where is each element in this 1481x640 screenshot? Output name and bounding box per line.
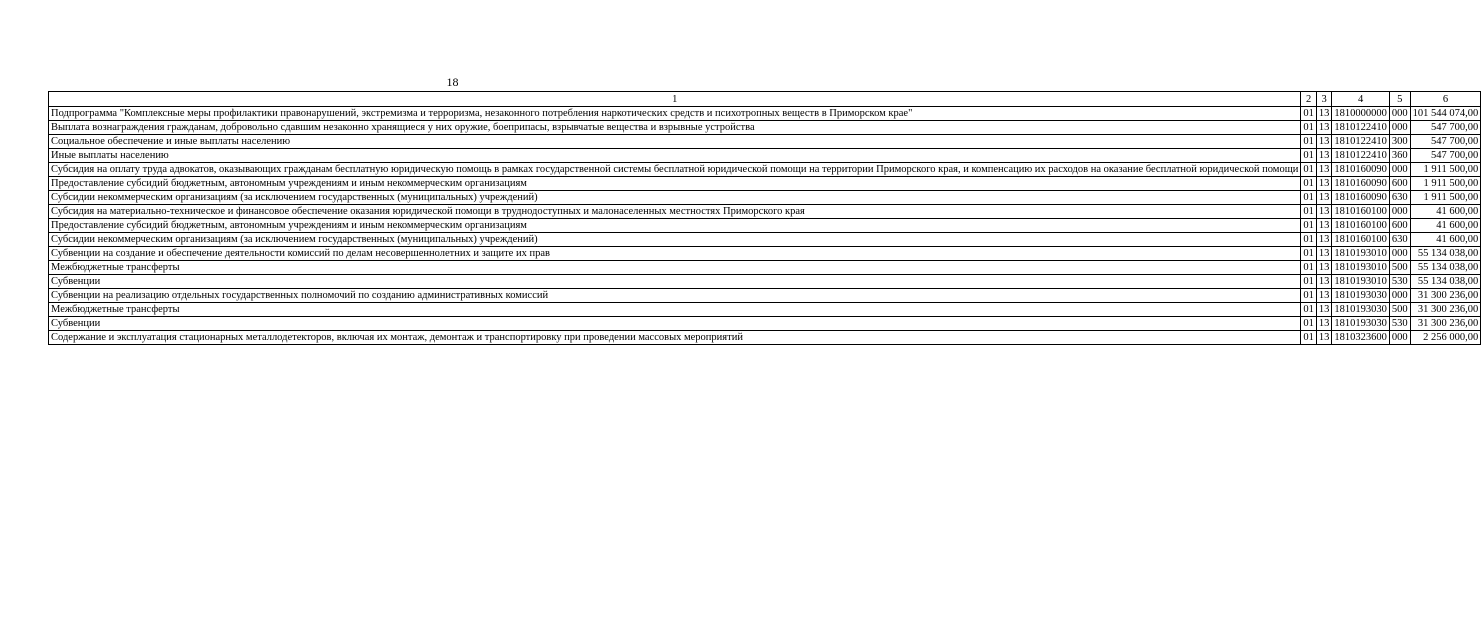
table-row [49, 233, 1481, 247]
table-row [49, 135, 1481, 149]
table-row [49, 107, 1481, 121]
row-section: 01 [1301, 177, 1317, 191]
row-section: 01 [1301, 163, 1317, 177]
row-section: 01 [1301, 317, 1317, 331]
row-expense-type: 630 [1389, 233, 1410, 247]
row-amount: 41 600,00 [1410, 219, 1481, 233]
row-subsection: 13 [1316, 149, 1332, 163]
row-amount: 547 700,00 [1410, 121, 1481, 135]
row-target-article: 1810122410 [1332, 121, 1390, 135]
row-name: Выплата вознаграждения гражданам, добровольно сдавшим незаконно хранящиеся у них оружие, боеприпасы, взрывчатые вещества и взрывные устройства [49, 121, 1301, 135]
table-row [49, 219, 1481, 233]
header-col-4: 4 [1332, 92, 1390, 107]
row-target-article: 1810193010 [1332, 261, 1390, 275]
row-name: Субвенции на создание и обеспечение деятельности комиссий по делам несовершеннолетних и защите их прав [49, 247, 1301, 261]
row-expense-type: 600 [1389, 177, 1410, 191]
header-col-6: 6 [1410, 92, 1481, 107]
row-target-article: 1810193030 [1332, 289, 1390, 303]
row-section: 01 [1301, 331, 1317, 345]
table-row [49, 317, 1481, 331]
row-subsection: 13 [1316, 191, 1332, 205]
row-name: Субсидия на оплату труда адвокатов, оказывающих гражданам бесплатную юридическую помощь в рамках государственной системы бесплатной юридической помощи на территории Приморского края, и компенсацию их расходов на оказание бесплатной юридической помощи [49, 163, 1301, 177]
row-target-article: 1810160090 [1332, 177, 1390, 191]
row-name: Субсидии некоммерческим организациям (за исключением государственных (муниципальных) учреждений) [49, 191, 1301, 205]
row-name: Межбюджетные трансферты [49, 261, 1301, 275]
row-section: 01 [1301, 135, 1317, 149]
row-section: 01 [1301, 191, 1317, 205]
row-subsection: 13 [1316, 163, 1332, 177]
row-expense-type: 500 [1389, 303, 1410, 317]
row-target-article: 1810122410 [1332, 135, 1390, 149]
row-name: Предоставление субсидий бюджетным, автономным учреждениям и иным некоммерческим организациям [49, 219, 1301, 233]
row-section: 01 [1301, 233, 1317, 247]
row-target-article: 1810122410 [1332, 149, 1390, 163]
row-name: Субвенции [49, 275, 1301, 289]
table-row [49, 163, 1481, 177]
table-row [49, 191, 1481, 205]
row-expense-type: 000 [1389, 163, 1410, 177]
row-section: 01 [1301, 303, 1317, 317]
row-subsection: 13 [1316, 317, 1332, 331]
table-row [49, 149, 1481, 163]
row-amount: 1 911 500,00 [1410, 177, 1481, 191]
row-expense-type: 000 [1389, 205, 1410, 219]
row-amount: 31 300 236,00 [1410, 317, 1481, 331]
row-expense-type: 360 [1389, 149, 1410, 163]
row-target-article: 1810160090 [1332, 191, 1390, 205]
table-header-row [49, 92, 1481, 107]
row-subsection: 13 [1316, 219, 1332, 233]
row-name: Социальное обеспечение и иные выплаты населению [49, 135, 1301, 149]
row-subsection: 13 [1316, 205, 1332, 219]
row-amount: 31 300 236,00 [1410, 303, 1481, 317]
row-section: 01 [1301, 247, 1317, 261]
table-row [49, 261, 1481, 275]
table-row [49, 331, 1481, 345]
row-section: 01 [1301, 149, 1317, 163]
row-expense-type: 630 [1389, 191, 1410, 205]
header-col-3: 3 [1316, 92, 1332, 107]
row-name: Содержание и эксплуатация стационарных металлодетекторов, включая их монтаж, демонтаж и транспортировку при проведении массовых мероприятий [49, 331, 1301, 345]
row-name: Иные выплаты населению [49, 149, 1301, 163]
table-row [49, 205, 1481, 219]
row-expense-type: 600 [1389, 219, 1410, 233]
row-amount: 1 911 500,00 [1410, 191, 1481, 205]
budget-table [48, 91, 1481, 345]
row-amount: 547 700,00 [1410, 149, 1481, 163]
row-expense-type: 530 [1389, 275, 1410, 289]
row-section: 01 [1301, 275, 1317, 289]
row-target-article: 1810193030 [1332, 317, 1390, 331]
row-target-article: 1810193010 [1332, 275, 1390, 289]
row-target-article: 1810323600 [1332, 331, 1390, 345]
header-col-5: 5 [1389, 92, 1410, 107]
row-subsection: 13 [1316, 121, 1332, 135]
row-name: Субвенции [49, 317, 1301, 331]
row-section: 01 [1301, 289, 1317, 303]
row-amount: 1 911 500,00 [1410, 163, 1481, 177]
row-expense-type: 530 [1389, 317, 1410, 331]
row-target-article: 1810193010 [1332, 247, 1390, 261]
row-amount: 2 256 000,00 [1410, 331, 1481, 345]
row-expense-type: 000 [1389, 107, 1410, 121]
row-target-article: 1810160090 [1332, 163, 1390, 177]
row-expense-type: 000 [1389, 289, 1410, 303]
row-expense-type: 500 [1389, 261, 1410, 275]
row-amount: 31 300 236,00 [1410, 289, 1481, 303]
row-amount: 55 134 038,00 [1410, 261, 1481, 275]
row-subsection: 13 [1316, 261, 1332, 275]
page-number: 18 [446, 75, 459, 89]
row-subsection: 13 [1316, 303, 1332, 317]
row-subsection: 13 [1316, 135, 1332, 149]
row-amount: 55 134 038,00 [1410, 275, 1481, 289]
row-subsection: 13 [1316, 275, 1332, 289]
row-section: 01 [1301, 205, 1317, 219]
table-row [49, 275, 1481, 289]
table-row [49, 289, 1481, 303]
row-expense-type: 000 [1389, 121, 1410, 135]
row-section: 01 [1301, 219, 1317, 233]
row-name: Субвенции на реализацию отдельных государственных полномочий по созданию административных комиссий [49, 289, 1301, 303]
row-expense-type: 300 [1389, 135, 1410, 149]
row-target-article: 1810000000 [1332, 107, 1390, 121]
row-subsection: 13 [1316, 247, 1332, 261]
row-name: Подпрограмма "Комплексные меры профилактики правонарушений, экстремизма и терроризма, незаконного потребления наркотических средств и психотропных веществ в Приморском крае" [49, 107, 1301, 121]
row-target-article: 1810193030 [1332, 303, 1390, 317]
table-row [49, 121, 1481, 135]
row-section: 01 [1301, 121, 1317, 135]
row-subsection: 13 [1316, 107, 1332, 121]
table-row [49, 247, 1481, 261]
table-row [49, 303, 1481, 317]
row-subsection: 13 [1316, 233, 1332, 247]
row-name: Предоставление субсидий бюджетным, автономным учреждениям и иным некоммерческим организациям [49, 177, 1301, 191]
row-target-article: 1810160100 [1332, 219, 1390, 233]
row-section: 01 [1301, 107, 1317, 121]
row-amount: 41 600,00 [1410, 205, 1481, 219]
row-expense-type: 000 [1389, 247, 1410, 261]
row-name: Субсидия на материально-техническое и финансовое обеспечение оказания юридической помощи в труднодоступных и малонаселенных местностях Приморского края [49, 205, 1301, 219]
row-amount: 55 134 038,00 [1410, 247, 1481, 261]
row-expense-type: 000 [1389, 331, 1410, 345]
row-name: Субсидии некоммерческим организациям (за исключением государственных (муниципальных) учреждений) [49, 233, 1301, 247]
row-amount: 547 700,00 [1410, 135, 1481, 149]
header-col-2: 2 [1301, 92, 1317, 107]
row-section: 01 [1301, 261, 1317, 275]
row-amount: 41 600,00 [1410, 233, 1481, 247]
row-subsection: 13 [1316, 177, 1332, 191]
row-amount: 101 544 074,00 [1410, 107, 1481, 121]
row-name: Межбюджетные трансферты [49, 303, 1301, 317]
row-target-article: 1810160100 [1332, 205, 1390, 219]
table-row [49, 177, 1481, 191]
row-subsection: 13 [1316, 289, 1332, 303]
row-subsection: 13 [1316, 331, 1332, 345]
row-target-article: 1810160100 [1332, 233, 1390, 247]
header-col-1: 1 [49, 92, 1301, 107]
